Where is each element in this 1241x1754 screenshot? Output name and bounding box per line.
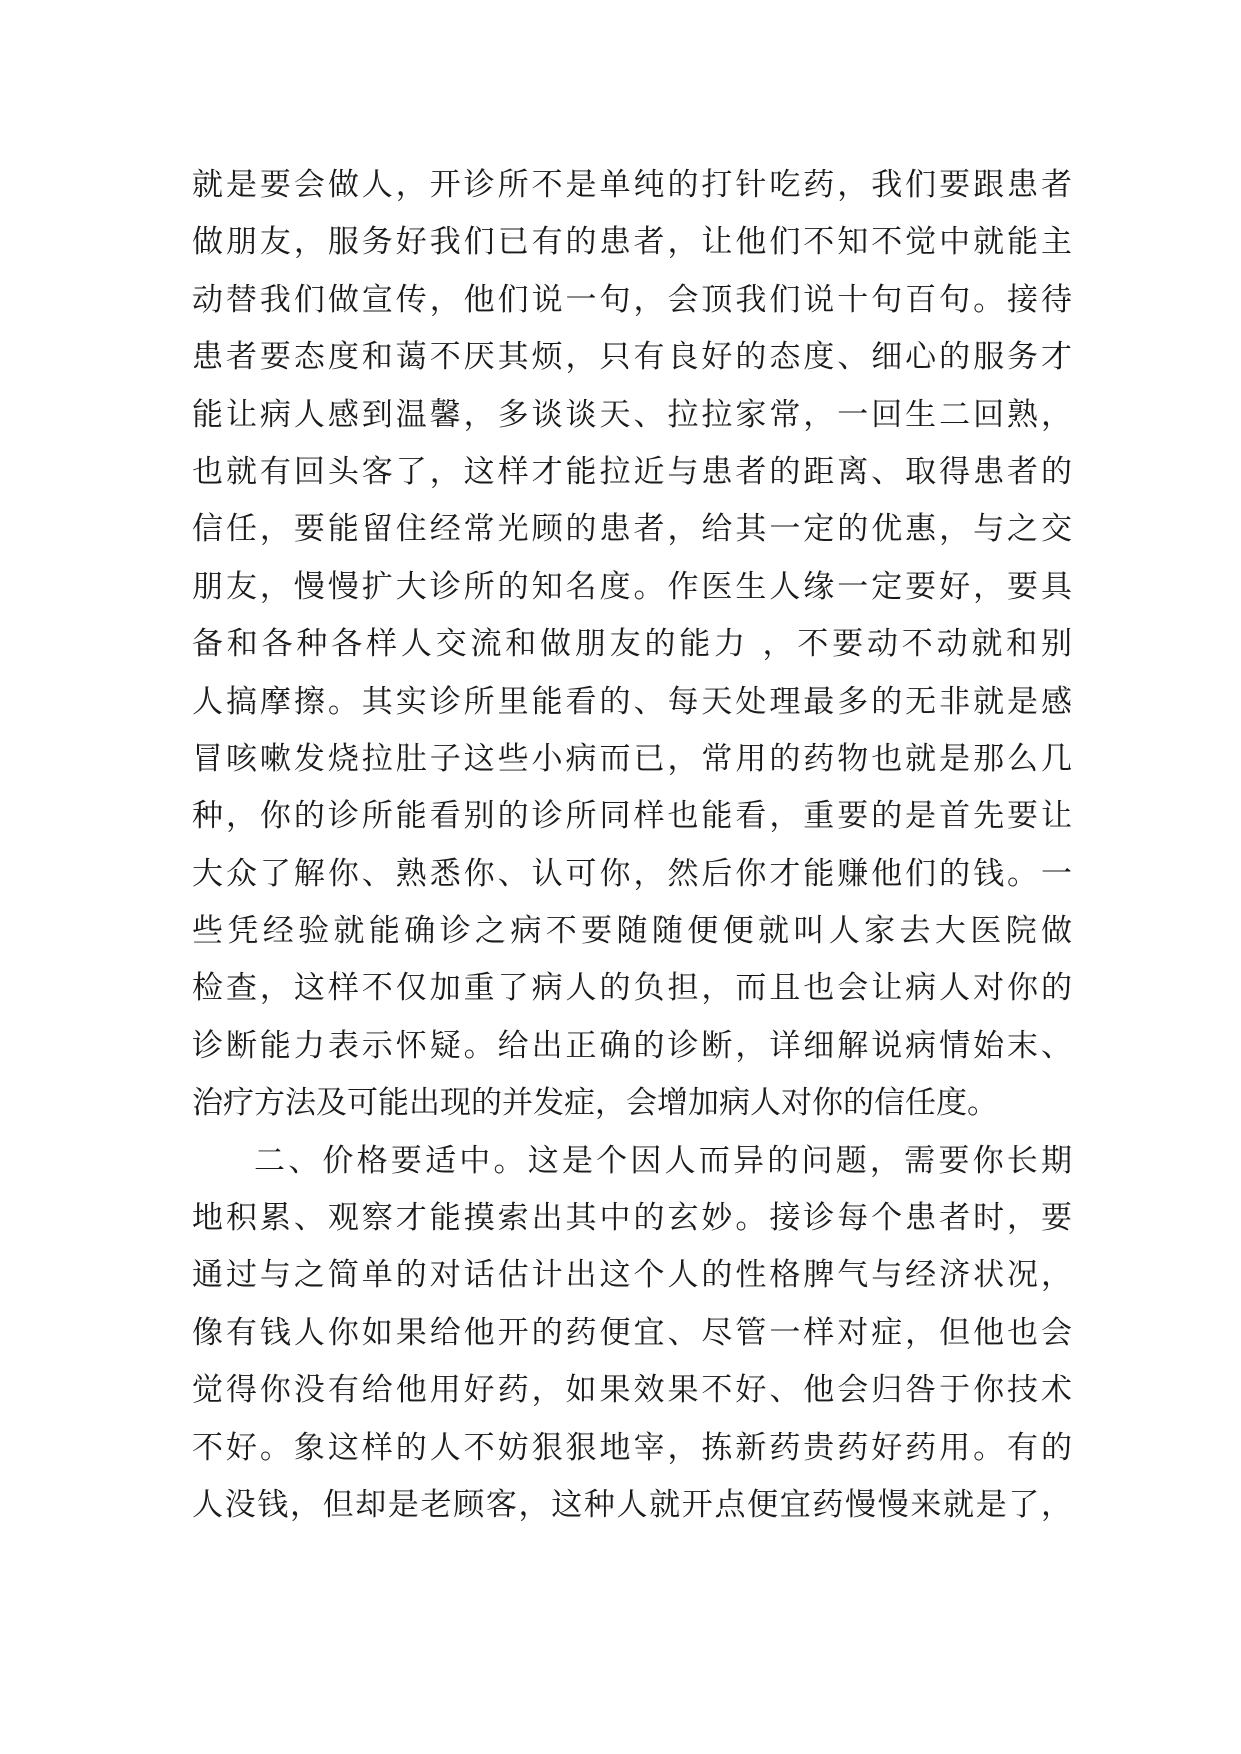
text-line: 些凭经验就能确诊之病不要随随便便就叫人家去大医院做 bbox=[192, 913, 1072, 950]
text-line: 人没钱，但却是老顾客，这种人就开点便宜药慢慢来就是了， bbox=[192, 1486, 1072, 1523]
text-line: 信任，要能留住经常光顾的患者，给其一定的优惠，与之交 bbox=[192, 511, 1072, 548]
text-line: 觉得你没有给他用好药，如果效果不好、他会归咎于你技术 bbox=[192, 1372, 1072, 1409]
text-line: 也就有回头客了，这样才能拉近与患者的距离、取得患者的 bbox=[192, 453, 1072, 490]
text-line: 就是要会做人，开诊所不是单纯的打针吃药，我们要跟患者 bbox=[192, 167, 1072, 203]
text-line: 像有钱人你如果给他开的药便宜、尽管一样对症，但他也会 bbox=[192, 1314, 1072, 1351]
text-line: 种，你的诊所能看别的诊所同样也能看，重要的是首先要让 bbox=[192, 798, 1072, 835]
text-line: 能让病人感到温馨，多谈谈天、拉拉家常，一回生二回熟， bbox=[192, 396, 1072, 433]
text-line: 动替我们做宣传，他们说一句，会顶我们说十句百句。接待 bbox=[192, 281, 1072, 318]
body-text bbox=[192, 157, 1072, 1534]
text-line: 大众了解你、熟悉你、认可你，然后你才能赚他们的钱。一 bbox=[192, 855, 1072, 892]
text-line: 备和各种各样人交流和做朋友的能力 ，不要动不动就和别 bbox=[192, 626, 1072, 663]
text-line: 做朋友，服务好我们已有的患者，让他们不知不觉中就能主 bbox=[192, 224, 1072, 261]
text-line: 诊断能力表示怀疑。给出正确的诊断，详细解说病情始末、 bbox=[192, 1027, 1072, 1064]
paragraph-first-line: 二、价格要适中。这是个因人而异的问题，需要你长期 bbox=[254, 1142, 1072, 1179]
text-line: 检查，这样不仅加重了病人的负担，而且也会让病人对你的 bbox=[192, 970, 1072, 1007]
text-line: 患者要态度和蔼不厌其烦，只有良好的态度、细心的服务才 bbox=[192, 339, 1072, 376]
text-line: 治疗方法及可能出现的并发症，会增加病人对你的信任度。 bbox=[192, 1085, 998, 1122]
text-line: 冒咳嗽发烧拉肚子这些小病而已，常用的药物也就是那么几 bbox=[192, 740, 1072, 777]
text-line: 人搞摩擦。其实诊所里能看的、每天处理最多的无非就是感 bbox=[192, 683, 1072, 720]
text-line: 朋友，慢慢扩大诊所的知名度。作医生人缘一定要好，要具 bbox=[192, 568, 1072, 605]
text-line: 地积累、观察才能摸索出其中的玄妙。接诊每个患者时，要 bbox=[192, 1200, 1072, 1237]
text-line: 通过与之简单的对话估计出这个人的性格脾气与经济状况， bbox=[192, 1257, 1072, 1294]
text-line: 不好。象这样的人不妨狠狠地宰，拣新药贵药好药用。有的 bbox=[192, 1429, 1072, 1466]
